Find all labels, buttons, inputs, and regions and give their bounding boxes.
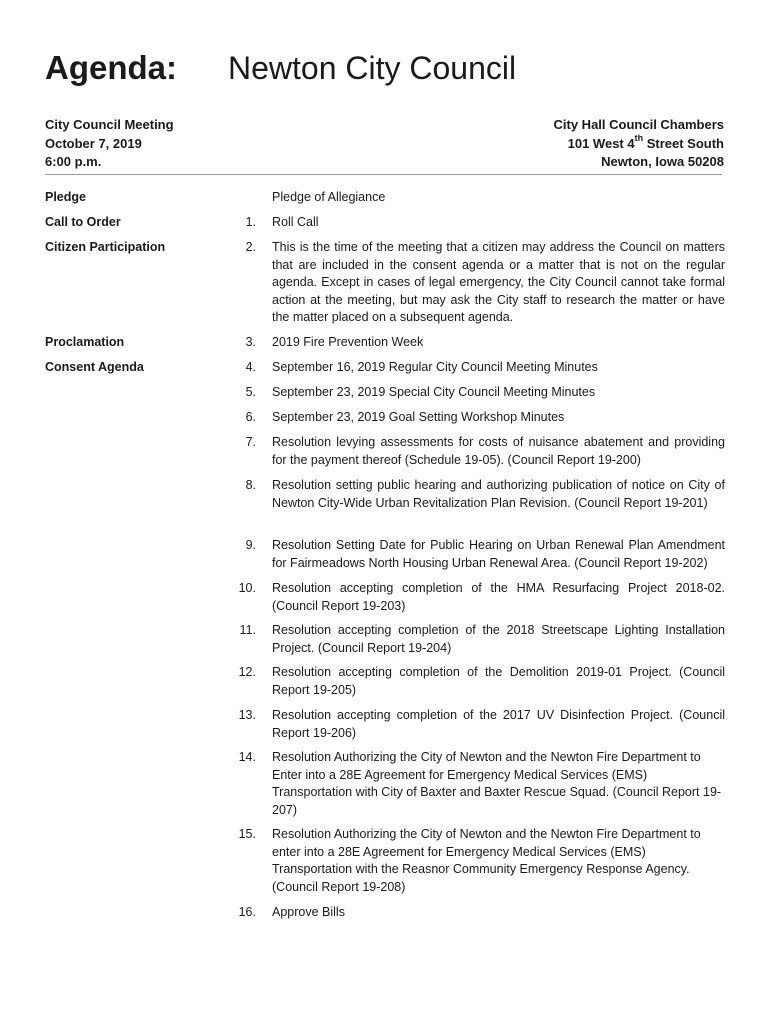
item-text: Resolution levying assessments for costs of nuisance abatement and providing for the payment thereof (Schedule 19-05). (Council Report 19-200) (272, 435, 725, 467)
item-number: 5. (245, 385, 256, 399)
item-text: Roll Call (272, 215, 319, 229)
meeting-date: October 7, 2019 (45, 135, 142, 151)
section-label-proclamation: Proclamation (45, 335, 125, 349)
item-number: 10. (238, 581, 256, 595)
section-label-citizen-participation: Citizen Participation (45, 240, 166, 254)
location-street (554, 135, 724, 154)
location-name: City Hall Council Chambers (553, 117, 724, 132)
item-number: 16. (238, 905, 256, 919)
meeting-time: 6:00 p.m. (45, 154, 102, 169)
item-text: This is the time of the meeting that a citizen may address the Council on matters that are included in the consent agenda or a matter that is not on the regular agenda. Except in cases of legal emergency, the City Council cannot take formal action at the meeting, but may ask the City staff to research the matter or have the matter placed on a subsequent agenda. (272, 240, 725, 324)
item-text: Resolution Authorizing the City of Newton and the Newton Fire Department to enter into a 28E Agreement for Emergency Medical Services (EMS) Transportation with the Reasnor Community Emergency Response Agency. (Council Report 19-208) (272, 827, 701, 894)
item-number: 14. (238, 750, 256, 764)
item-text: September 16, 2019 Regular City Council Meeting Minutes (272, 360, 598, 374)
item-text: 2019 Fire Prevention Week (272, 335, 424, 349)
item-text: Resolution accepting completion of the 2017 UV Disinfection Project. (Council Report 19-206) (272, 708, 725, 740)
item-text: Resolution Authorizing the City of Newton and the Newton Fire Department to Enter into a 28E Agreement for Emergency Medical Services (EMS) Transportation with City of Baxter and Baxter Rescue Squad. (Council Report 19-207) (272, 750, 722, 817)
item-text: Resolution setting public hearing and authorizing publication of notice on City of Newton City-Wide Urban Revitalization Plan Revision. (Council Report 19-201) (272, 478, 725, 510)
location-city: Newton, Iowa 50208 (601, 154, 724, 169)
location-street-number: 101 West 4 (567, 135, 635, 151)
item-text: Resolution accepting completion of the 2018 Streetscape Lighting Installation Project. (Council Report 19-204) (272, 623, 725, 655)
item-number: 15. (238, 827, 256, 841)
item-text: Resolution accepting completion of the Demolition 2019-01 Project. (Council Report 19-205) (272, 665, 725, 697)
item-text: Resolution accepting completion of the HMA Resurfacing Project 2018-02. (Council Report 19-203) (272, 581, 725, 613)
header-divider (45, 174, 722, 175)
section-label-call-to-order: Call to Order (45, 215, 121, 229)
item-text: September 23, 2019 Special City Council Meeting Minutes (272, 385, 596, 399)
location-street-suffix: th (634, 133, 644, 144)
meeting-info (45, 116, 174, 172)
item-number: 8. (245, 478, 256, 492)
item-number: 13. (238, 708, 256, 722)
item-number: 3. (245, 335, 256, 349)
meeting-location (554, 116, 724, 172)
item-number: 7. (245, 435, 256, 449)
pledge-text: Pledge of Allegiance (272, 190, 386, 204)
item-number: 6. (245, 410, 256, 424)
item-number: 9. (245, 538, 256, 552)
council-name-heading: Newton City Council (228, 50, 517, 86)
item-number: 12. (238, 665, 256, 679)
item-number: 2. (245, 240, 256, 254)
item-text: Resolution Setting Date for Public Hearing on Urban Renewal Plan Amendment for Fairmeadows North Housing Urban Renewal Area. (Council Report 19-202) (272, 538, 725, 570)
item-text: September 23, 2019 Goal Setting Workshop Minutes (272, 410, 565, 424)
meeting-type: City Council Meeting (45, 117, 174, 132)
location-street-name: Street South (643, 135, 724, 151)
agenda-heading: Agenda: (45, 49, 177, 86)
section-label-pledge: Pledge (45, 190, 86, 204)
item-number: 11. (239, 623, 256, 637)
item-text: Approve Bills (272, 905, 345, 919)
item-number: 1. (245, 215, 256, 229)
item-number: 4. (245, 360, 256, 374)
section-label-consent-agenda: Consent Agenda (45, 360, 144, 374)
